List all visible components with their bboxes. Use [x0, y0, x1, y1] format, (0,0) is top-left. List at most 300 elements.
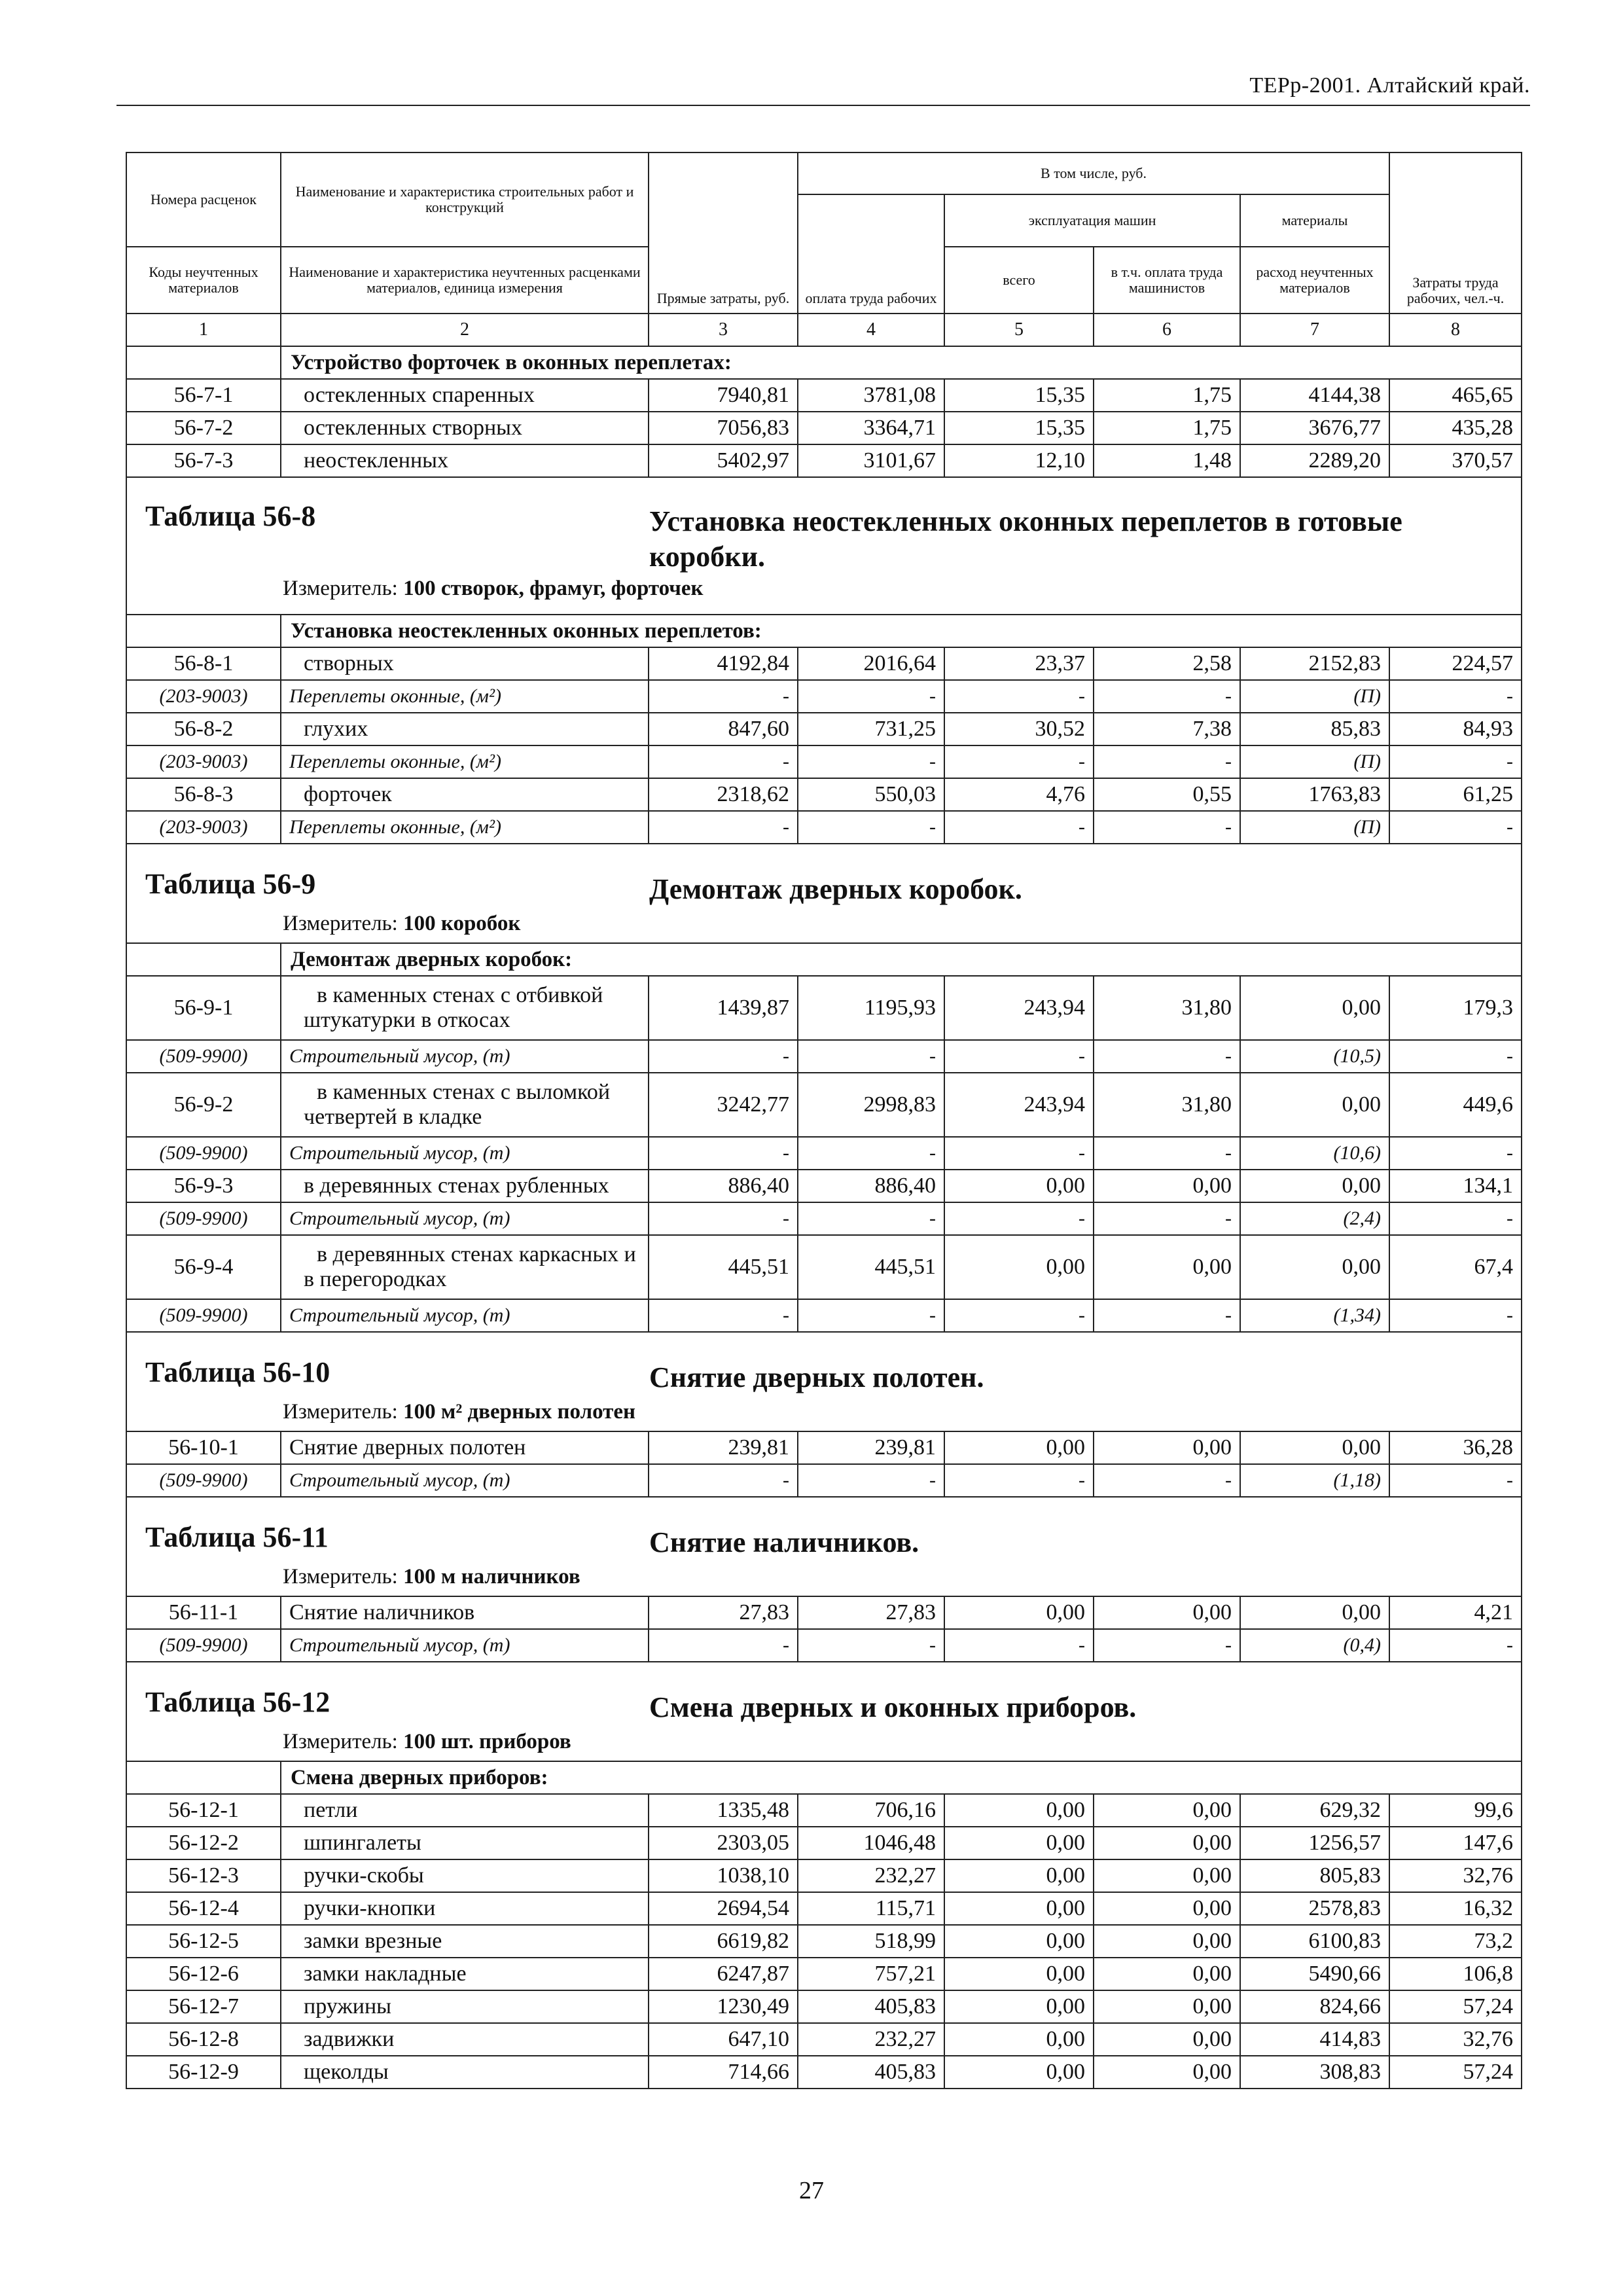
rate-name: неостекленных	[281, 444, 649, 477]
group-title: Устройство форточек в оконных переплетах:	[281, 346, 1522, 379]
col-number: 4	[798, 314, 944, 346]
table-measure	[283, 576, 704, 601]
machines-total-header: всего	[944, 247, 1094, 314]
empty-value: -	[798, 1137, 944, 1170]
table-heading-row	[126, 1497, 1522, 1596]
material-code: (203-9003)	[126, 680, 281, 713]
rate-value: 0,00	[1094, 1596, 1240, 1629]
rate-value: 0,00	[944, 1235, 1094, 1299]
rate-value: 67,4	[1389, 1235, 1522, 1299]
rate-value: 0,00	[1094, 1925, 1240, 1958]
rate-value: 0,00	[1240, 1596, 1389, 1629]
rate-value: 1038,10	[649, 1859, 798, 1892]
rate-code: 56-8-2	[126, 713, 281, 745]
rate-value: 6619,82	[649, 1925, 798, 1958]
rate-name: Снятие наличников	[281, 1596, 649, 1629]
rate-value: 3242,77	[649, 1073, 798, 1137]
rate-value: 414,83	[1240, 2023, 1389, 2056]
rate-value: 0,00	[1240, 1170, 1389, 1202]
rate-value: 0,00	[1094, 2023, 1240, 2056]
material-code: (203-9003)	[126, 811, 281, 844]
rate-value: 0,00	[944, 1431, 1094, 1464]
material-name: Строительный мусор, (т)	[281, 1040, 649, 1073]
empty-value: -	[1389, 1040, 1522, 1073]
rate-name: глухих	[281, 713, 649, 745]
rate-value: 23,37	[944, 647, 1094, 680]
material-quantity: (0,4)	[1240, 1629, 1389, 1662]
empty-value: -	[798, 1629, 944, 1662]
rate-value: 629,32	[1240, 1794, 1389, 1827]
rates-table	[126, 152, 1522, 2089]
material-row	[126, 811, 1522, 844]
empty-value: -	[1389, 745, 1522, 778]
rate-value: 232,27	[798, 2023, 944, 2056]
rate-value: 518,99	[798, 1925, 944, 1958]
rate-value: 3101,67	[798, 444, 944, 477]
table-heading-wrap	[127, 478, 1521, 614]
empty-value: -	[1389, 680, 1522, 713]
group-spacer	[126, 615, 281, 647]
empty-value: -	[944, 1299, 1094, 1332]
rate-value: 1439,87	[649, 976, 798, 1040]
rate-name: в деревянных стенах рубленных	[281, 1170, 649, 1202]
col2-top-header: Наименование и характеристика строительных работ и конструкций	[281, 152, 649, 247]
rate-value: 465,65	[1389, 379, 1522, 412]
rate-code: 56-7-1	[126, 379, 281, 412]
material-quantity: (10,5)	[1240, 1040, 1389, 1073]
rate-value: 405,83	[798, 1990, 944, 2023]
measure-label: Измеритель:	[283, 577, 398, 600]
empty-value: -	[1094, 1137, 1240, 1170]
rate-value: 99,6	[1389, 1794, 1522, 1827]
table-number: Таблица 56-8	[145, 500, 316, 532]
rate-name: створных	[281, 647, 649, 680]
rate-value: 706,16	[798, 1794, 944, 1827]
empty-value: -	[798, 1464, 944, 1497]
rate-value: 1763,83	[1240, 778, 1389, 811]
rate-code: 56-12-1	[126, 1794, 281, 1827]
material-code: (509-9900)	[126, 1299, 281, 1332]
measure-value: 100 м наличников	[403, 1565, 580, 1588]
column-numbers-row	[126, 314, 1522, 346]
rate-value: 15,35	[944, 412, 1094, 444]
group-title-row	[126, 1761, 1522, 1794]
rate-row	[126, 1859, 1522, 1892]
rate-value: 824,66	[1240, 1990, 1389, 2023]
rate-code: 56-12-2	[126, 1827, 281, 1859]
material-quantity: (П)	[1240, 811, 1389, 844]
rate-value: 106,8	[1389, 1958, 1522, 1990]
empty-value: -	[1389, 1202, 1522, 1235]
material-code: (509-9900)	[126, 1137, 281, 1170]
rate-name: остекленных створных	[281, 412, 649, 444]
rate-value: 147,6	[1389, 1827, 1522, 1859]
rate-value: 239,81	[798, 1431, 944, 1464]
empty-value: -	[1094, 1202, 1240, 1235]
rate-value: 12,10	[944, 444, 1094, 477]
rate-code: 56-12-6	[126, 1958, 281, 1990]
rate-value: 0,00	[944, 1596, 1094, 1629]
material-name: Переплеты оконные, (м²)	[281, 745, 649, 778]
table-measure	[283, 911, 520, 936]
empty-value: -	[1094, 1040, 1240, 1073]
rate-row	[126, 1925, 1522, 1958]
group-title: Смена дверных приборов:	[281, 1761, 1522, 1794]
rate-value: 243,94	[944, 1073, 1094, 1137]
rate-value: 2998,83	[798, 1073, 944, 1137]
group-spacer	[126, 346, 281, 379]
rate-value: 15,35	[944, 379, 1094, 412]
rate-value: 1230,49	[649, 1990, 798, 2023]
col-number: 6	[1094, 314, 1240, 346]
empty-value: -	[1094, 811, 1240, 844]
rate-row	[126, 713, 1522, 745]
rate-value: 0,00	[1094, 1794, 1240, 1827]
rate-value: 31,80	[1094, 1073, 1240, 1137]
group-spacer	[126, 943, 281, 976]
rate-value: 232,27	[798, 1859, 944, 1892]
rate-code: 56-11-1	[126, 1596, 281, 1629]
rate-value: 4,21	[1389, 1596, 1522, 1629]
rate-value: 7056,83	[649, 412, 798, 444]
rate-value: 32,76	[1389, 1859, 1522, 1892]
rate-value: 0,00	[1094, 1827, 1240, 1859]
rate-value: 0,00	[1094, 1859, 1240, 1892]
rate-value: 647,10	[649, 2023, 798, 2056]
empty-value: -	[944, 1137, 1094, 1170]
rate-value: 2694,54	[649, 1892, 798, 1925]
rate-value: 435,28	[1389, 412, 1522, 444]
rate-value: 0,00	[1094, 1958, 1240, 1990]
material-name: Строительный мусор, (т)	[281, 1299, 649, 1332]
rate-row	[126, 1892, 1522, 1925]
rate-value: 0,55	[1094, 778, 1240, 811]
material-quantity: (П)	[1240, 745, 1389, 778]
group-title: Установка неостекленных оконных переплетов:	[281, 615, 1522, 647]
rate-value: 2,58	[1094, 647, 1240, 680]
material-quantity: (1,18)	[1240, 1464, 1389, 1497]
header-rule	[116, 105, 1530, 106]
rate-value: 0,00	[1240, 976, 1389, 1040]
rate-value: 3781,08	[798, 379, 944, 412]
rate-value: 757,21	[798, 1958, 944, 1990]
rate-value: 550,03	[798, 778, 944, 811]
rate-value: 847,60	[649, 713, 798, 745]
rate-code: 56-12-7	[126, 1990, 281, 2023]
rate-row	[126, 2056, 1522, 2089]
empty-value: -	[649, 811, 798, 844]
table-heading-wrap	[127, 844, 1521, 942]
table-title: Демонтаж дверных коробок.	[649, 873, 1022, 905]
rate-value: 7940,81	[649, 379, 798, 412]
rate-value: 179,3	[1389, 976, 1522, 1040]
rate-value: 0,00	[1094, 1990, 1240, 2023]
rate-value: 0,00	[1094, 1235, 1240, 1299]
material-row	[126, 1299, 1522, 1332]
empty-value: -	[1389, 811, 1522, 844]
material-quantity: (2,4)	[1240, 1202, 1389, 1235]
rate-value: 0,00	[1094, 2056, 1240, 2089]
material-name: Строительный мусор, (т)	[281, 1464, 649, 1497]
rate-value: 6100,83	[1240, 1925, 1389, 1958]
material-row	[126, 1464, 1522, 1497]
header-row-1	[126, 152, 1522, 194]
empty-value: -	[798, 1299, 944, 1332]
table-heading	[126, 1497, 1522, 1596]
table-number: Таблица 56-10	[145, 1356, 330, 1388]
rate-code: 56-10-1	[126, 1431, 281, 1464]
empty-value: -	[798, 680, 944, 713]
rate-name: пружины	[281, 1990, 649, 2023]
rate-row	[126, 976, 1522, 1040]
rate-code: 56-8-1	[126, 647, 281, 680]
empty-value: -	[1094, 1464, 1240, 1497]
rate-value: 1046,48	[798, 1827, 944, 1859]
empty-value: -	[649, 1137, 798, 1170]
rate-code: 56-12-3	[126, 1859, 281, 1892]
rate-name: Снятие дверных полотен	[281, 1431, 649, 1464]
col3-header: Прямые затраты, руб.	[649, 152, 798, 314]
rate-value: 308,83	[1240, 2056, 1389, 2089]
rate-name: задвижки	[281, 2023, 649, 2056]
rate-value: 2303,05	[649, 1827, 798, 1859]
table-title: Смена дверных и оконных приборов.	[649, 1691, 1137, 1723]
material-code: (509-9900)	[126, 1629, 281, 1662]
table-measure	[283, 1399, 635, 1424]
rate-value: 2289,20	[1240, 444, 1389, 477]
empty-value: -	[1389, 1137, 1522, 1170]
rate-value: 27,83	[649, 1596, 798, 1629]
table-heading-row	[126, 844, 1522, 943]
rate-name: петли	[281, 1794, 649, 1827]
material-name: Строительный мусор, (т)	[281, 1202, 649, 1235]
table-title: Снятие дверных полотен.	[649, 1361, 984, 1393]
rate-code: 56-7-2	[126, 412, 281, 444]
table-heading-row	[126, 1332, 1522, 1431]
group-title: Демонтаж дверных коробок:	[281, 943, 1522, 976]
rate-value: 0,00	[1240, 1235, 1389, 1299]
material-name: Переплеты оконные, (м²)	[281, 680, 649, 713]
rate-value: 0,00	[944, 1794, 1094, 1827]
rate-code: 56-12-8	[126, 2023, 281, 2056]
rate-value: 85,83	[1240, 713, 1389, 745]
rate-value: 1195,93	[798, 976, 944, 1040]
machines-labor-header: в т.ч. оплата труда машинистов	[1094, 247, 1240, 314]
col-number: 3	[649, 314, 798, 346]
rate-value: 2152,83	[1240, 647, 1389, 680]
rate-row	[126, 412, 1522, 444]
rate-row	[126, 1827, 1522, 1859]
rate-row	[126, 647, 1522, 680]
rate-code: 56-9-1	[126, 976, 281, 1040]
empty-value: -	[649, 1299, 798, 1332]
rate-row	[126, 1235, 1522, 1299]
table-title: Установка неостекленных оконных переплетов в готовые коробки.	[649, 505, 1402, 573]
rate-value: 224,57	[1389, 647, 1522, 680]
incl-header: В том числе, руб.	[798, 152, 1389, 194]
rate-value: 0,00	[944, 1170, 1094, 1202]
rate-name: остекленных спаренных	[281, 379, 649, 412]
rate-value: 0,00	[1094, 1892, 1240, 1925]
rate-value: 0,00	[1094, 1170, 1240, 1202]
table-number: Таблица 56-12	[145, 1686, 330, 1718]
rate-value: 31,80	[1094, 976, 1240, 1040]
rate-value: 239,81	[649, 1431, 798, 1464]
rate-value: 405,83	[798, 2056, 944, 2089]
material-quantity: (10,6)	[1240, 1137, 1389, 1170]
rate-value: 886,40	[798, 1170, 944, 1202]
table-number: Таблица 56-9	[145, 868, 316, 900]
group-title-row	[126, 346, 1522, 379]
rate-code: 56-9-3	[126, 1170, 281, 1202]
rate-code: 56-12-5	[126, 1925, 281, 1958]
rate-value: 4,76	[944, 778, 1094, 811]
material-row	[126, 745, 1522, 778]
empty-value: -	[1389, 1464, 1522, 1497]
empty-value: -	[944, 1202, 1094, 1235]
col-number: 1	[126, 314, 281, 346]
rate-value: 449,6	[1389, 1073, 1522, 1137]
rate-value: 0,00	[944, 2023, 1094, 2056]
rate-code: 56-8-3	[126, 778, 281, 811]
rate-value: 27,83	[798, 1596, 944, 1629]
col-number: 5	[944, 314, 1094, 346]
material-quantity: (1,34)	[1240, 1299, 1389, 1332]
rate-value: 0,00	[944, 1990, 1094, 2023]
measure-label: Измеритель:	[283, 1730, 398, 1753]
rate-name: замки врезные	[281, 1925, 649, 1958]
rate-value: 1335,48	[649, 1794, 798, 1827]
page-number: 27	[799, 2177, 824, 2204]
rate-row	[126, 2023, 1522, 2056]
empty-value: -	[1094, 680, 1240, 713]
col-number: 8	[1389, 314, 1522, 346]
rate-value: 1,48	[1094, 444, 1240, 477]
measure-value: 100 шт. приборов	[403, 1730, 571, 1753]
table-heading-row	[126, 1662, 1522, 1761]
col1-bottom-header: Коды неучтенных материалов	[126, 247, 281, 314]
rate-code: 56-9-2	[126, 1073, 281, 1137]
material-row	[126, 1202, 1522, 1235]
rate-value: 445,51	[649, 1235, 798, 1299]
rate-value: 0,00	[944, 2056, 1094, 2089]
rate-value: 2016,64	[798, 647, 944, 680]
empty-value: -	[944, 1464, 1094, 1497]
rate-row	[126, 1990, 1522, 2023]
material-quantity: (П)	[1240, 680, 1389, 713]
table-heading	[126, 477, 1522, 615]
empty-value: -	[649, 680, 798, 713]
table-heading-wrap	[127, 1333, 1521, 1431]
rate-value: 57,24	[1389, 2056, 1522, 2089]
rate-row	[126, 1596, 1522, 1629]
rate-value: 0,00	[944, 1859, 1094, 1892]
rate-name: ручки-скобы	[281, 1859, 649, 1892]
rate-row	[126, 1958, 1522, 1990]
rate-value: 243,94	[944, 976, 1094, 1040]
material-code: (203-9003)	[126, 745, 281, 778]
rate-value: 805,83	[1240, 1859, 1389, 1892]
table-measure	[283, 1729, 571, 1754]
rate-value: 714,66	[649, 2056, 798, 2089]
rate-value: 2578,83	[1240, 1892, 1389, 1925]
rate-name: замки накладные	[281, 1958, 649, 1990]
table-measure	[283, 1564, 580, 1589]
rate-code: 56-12-9	[126, 2056, 281, 2089]
rate-name: форточек	[281, 778, 649, 811]
rate-value: 30,52	[944, 713, 1094, 745]
empty-value: -	[649, 1629, 798, 1662]
rate-value: 1,75	[1094, 412, 1240, 444]
rate-value: 1,75	[1094, 379, 1240, 412]
material-row	[126, 1040, 1522, 1073]
group-title-row	[126, 943, 1522, 976]
table-number: Таблица 56-11	[145, 1521, 329, 1553]
material-code: (509-9900)	[126, 1202, 281, 1235]
material-row	[126, 1137, 1522, 1170]
rate-value: 0,00	[1240, 1431, 1389, 1464]
rate-value: 0,00	[1094, 1431, 1240, 1464]
labor-header: оплата труда рабочих	[798, 194, 944, 314]
empty-value: -	[944, 1040, 1094, 1073]
empty-value: -	[649, 1040, 798, 1073]
measure-label: Измеритель:	[283, 1400, 398, 1424]
rate-value: 4144,38	[1240, 379, 1389, 412]
empty-value: -	[1094, 1299, 1240, 1332]
empty-value: -	[944, 745, 1094, 778]
rate-name: ручки-кнопки	[281, 1892, 649, 1925]
rate-value: 5402,97	[649, 444, 798, 477]
rate-value: 3676,77	[1240, 412, 1389, 444]
empty-value: -	[1389, 1629, 1522, 1662]
empty-value: -	[798, 745, 944, 778]
materials-header: материалы	[1240, 194, 1389, 247]
empty-value: -	[798, 811, 944, 844]
group-spacer	[126, 1761, 281, 1794]
material-code: (509-9900)	[126, 1040, 281, 1073]
rate-code: 56-12-4	[126, 1892, 281, 1925]
material-name: Переплеты оконные, (м²)	[281, 811, 649, 844]
rate-value: 1256,57	[1240, 1827, 1389, 1859]
rate-value: 0,00	[944, 1827, 1094, 1859]
rate-value: 6247,87	[649, 1958, 798, 1990]
measure-value: 100 створок, фрамуг, форточек	[403, 577, 704, 600]
rate-row	[126, 379, 1522, 412]
rate-value: 3364,71	[798, 412, 944, 444]
rate-code: 56-7-3	[126, 444, 281, 477]
rate-row	[126, 1170, 1522, 1202]
col-number: 2	[281, 314, 649, 346]
rate-row	[126, 1431, 1522, 1464]
group-title-row	[126, 615, 1522, 647]
material-row	[126, 680, 1522, 713]
rate-value: 57,24	[1389, 1990, 1522, 2023]
empty-value: -	[1389, 1299, 1522, 1332]
table-heading	[126, 1332, 1522, 1431]
measure-value: 100 м² дверных полотен	[403, 1400, 636, 1424]
rate-value: 61,25	[1389, 778, 1522, 811]
table-title: Снятие наличников.	[649, 1526, 919, 1558]
rate-value: 0,00	[944, 1892, 1094, 1925]
rate-value: 445,51	[798, 1235, 944, 1299]
table-heading	[126, 1662, 1522, 1761]
rate-value: 5490,66	[1240, 1958, 1389, 1990]
empty-value: -	[649, 1202, 798, 1235]
rate-value: 32,76	[1389, 2023, 1522, 2056]
rate-value: 134,1	[1389, 1170, 1522, 1202]
rate-name: щеколды	[281, 2056, 649, 2089]
empty-value: -	[649, 1464, 798, 1497]
